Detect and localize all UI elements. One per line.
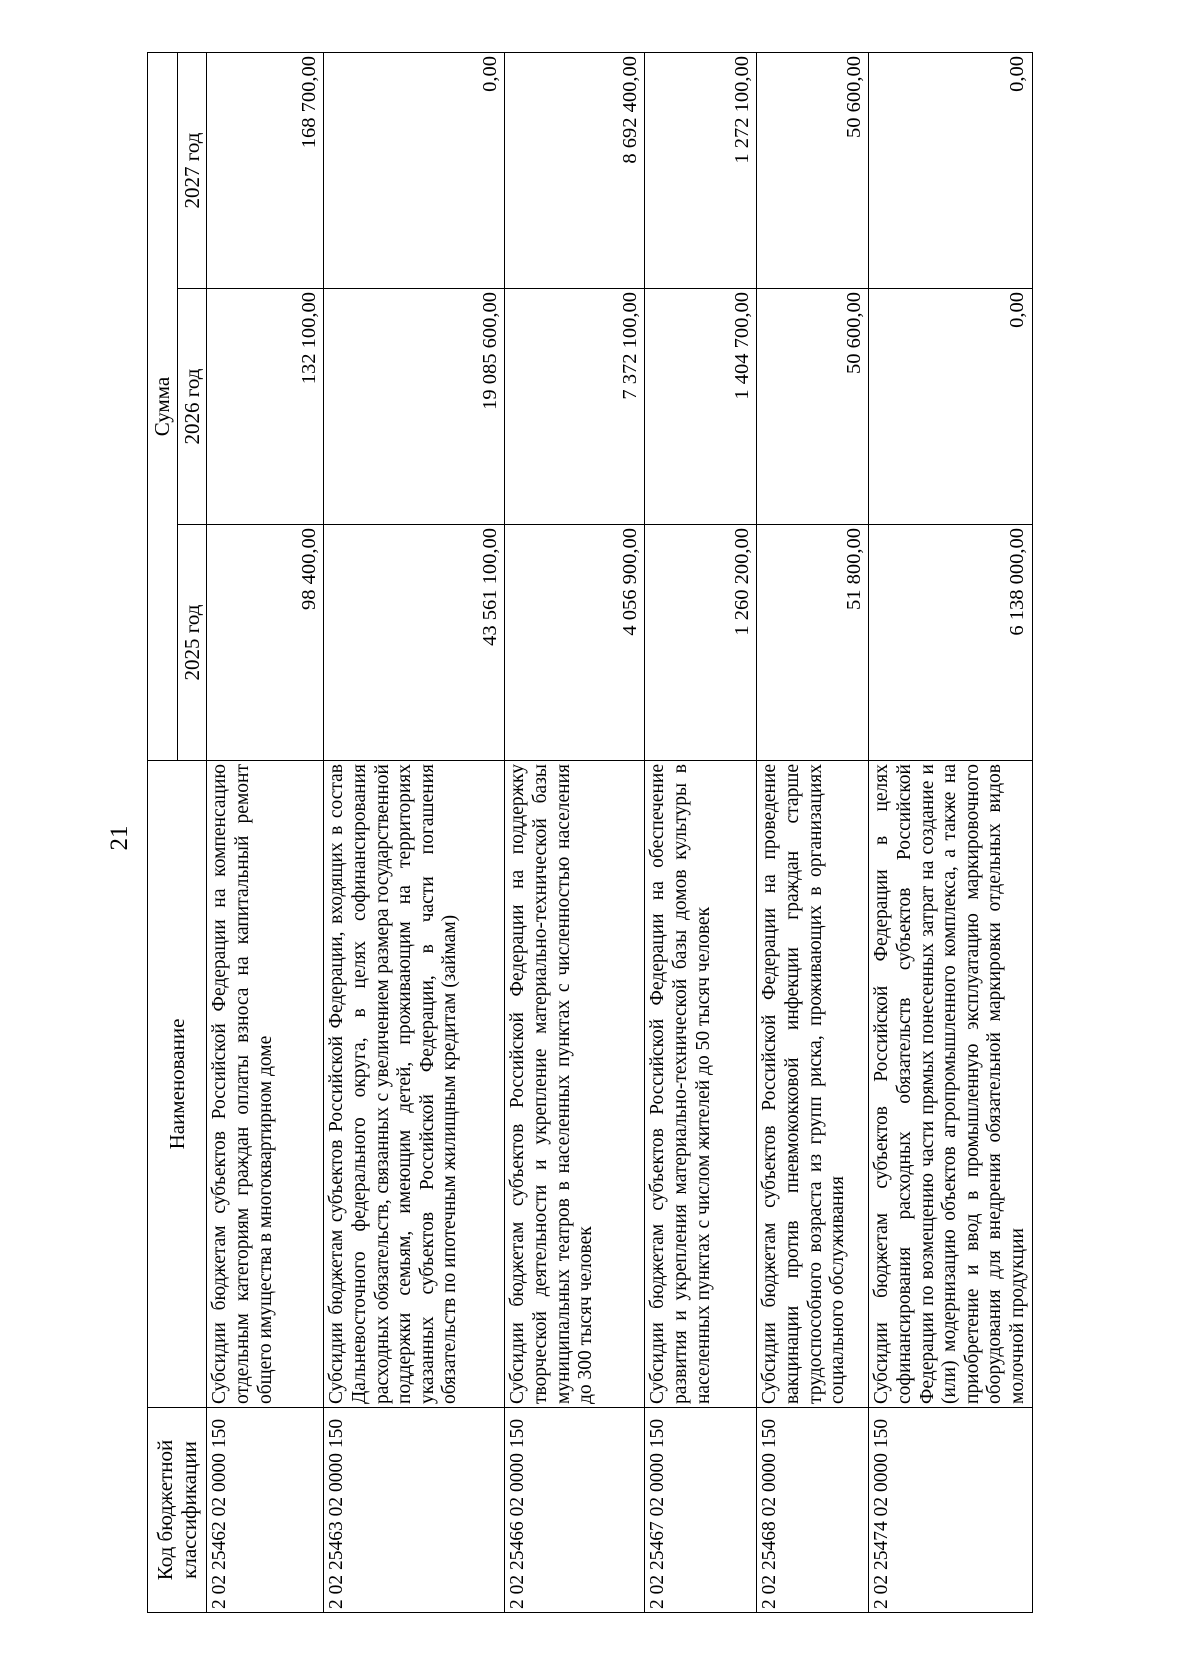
budget-table <box>147 52 1033 1613</box>
table-row <box>324 53 505 1613</box>
cell-2025: 43 561 100,00 <box>324 525 505 761</box>
table-row <box>869 53 1032 1613</box>
cell-2027: 0,00 <box>324 53 505 289</box>
cell-name: Субсидии бюджетам субъектов Российской Федерации на обеспечение развития и укрепления материально-технической базы домов культуры в населенных пунктах с числом жителей до 50 тысяч человек <box>645 761 757 1408</box>
cell-2027: 1 272 100,00 <box>645 53 757 289</box>
table-row <box>757 53 869 1613</box>
header-year-2026: 2026 год <box>178 289 207 525</box>
cell-2025: 51 800,00 <box>757 525 869 761</box>
cell-code: 2 02 25466 02 0000 150 <box>505 1408 645 1613</box>
cell-name: Субсидии бюджетам субъектов Российской Федерации на поддержку творческой деятельности и укрепление материально-технической базы муниципальных театров в населенных пунктах с численностью населения до 300 тысяч человек <box>505 761 645 1408</box>
budget-table-container <box>147 53 1029 1613</box>
table-row <box>207 53 324 1613</box>
header-code: Код бюджетной классификации <box>148 1408 207 1613</box>
cell-name: Субсидии бюджетам субъектов Российской Федерации, входящих в состав Дальневосточного федерального округа, в целях софинансирования расходных обязательств, связанных с увеличением размера государственной поддержки семьям, имеющим детей, проживающим на территориях указанных субъектов Российской Федерации, в части погашения обязательств по ипотечным жилищным кредитам (займам) <box>324 761 505 1408</box>
cell-2026: 1 404 700,00 <box>645 289 757 525</box>
cell-2025: 4 056 900,00 <box>505 525 645 761</box>
header-year-2027: 2027 год <box>178 53 207 289</box>
cell-2026: 19 085 600,00 <box>324 289 505 525</box>
cell-name: Субсидии бюджетам субъектов Российской Федерации в целях софинансирования расходных обязательств субъектов Российской Федерации по возмещению части прямых понесенных затрат на создание и (или) модернизацию объектов агропромышленного комплекса, а также на приобретение и ввод в промышленную эксплуатацию маркировочного оборудования для внедрения обязательной маркировки отдельных видов молочной продукции <box>869 761 1032 1408</box>
cell-code: 2 02 25462 02 0000 150 <box>207 1408 324 1613</box>
cell-code: 2 02 25467 02 0000 150 <box>645 1408 757 1613</box>
cell-name: Субсидии бюджетам субъектов Российской Федерации на компенсацию отдельным категориям граждан оплаты взноса на капитальный ремонт общего имущества в многоквартирном доме <box>207 761 324 1408</box>
table-row <box>505 53 645 1613</box>
header-sum: Сумма <box>148 53 178 761</box>
cell-2027: 168 700,00 <box>207 53 324 289</box>
cell-2026: 132 100,00 <box>207 289 324 525</box>
cell-2027: 8 692 400,00 <box>505 53 645 289</box>
cell-2027: 0,00 <box>869 53 1032 289</box>
cell-2025: 98 400,00 <box>207 525 324 761</box>
page-number: 21 <box>106 825 133 851</box>
cell-code: 2 02 25474 02 0000 150 <box>869 1408 1032 1613</box>
cell-2026: 0,00 <box>869 289 1032 525</box>
cell-code: 2 02 25468 02 0000 150 <box>757 1408 869 1613</box>
cell-2026: 7 372 100,00 <box>505 289 645 525</box>
cell-name: Субсидии бюджетам субъектов Российской Федерации на проведение вакцинации против пневмококковой инфекции граждан старше трудоспособного возраста из групп риска, проживающих в организациях социального обслуживания <box>757 761 869 1408</box>
header-name: Наименование <box>148 761 207 1408</box>
header-year-2025: 2025 год <box>178 525 207 761</box>
table-row <box>645 53 757 1613</box>
cell-2025: 1 260 200,00 <box>645 525 757 761</box>
cell-2026: 50 600,00 <box>757 289 869 525</box>
cell-code: 2 02 25463 02 0000 150 <box>324 1408 505 1613</box>
cell-2027: 50 600,00 <box>757 53 869 289</box>
cell-2025: 6 138 000,00 <box>869 525 1032 761</box>
